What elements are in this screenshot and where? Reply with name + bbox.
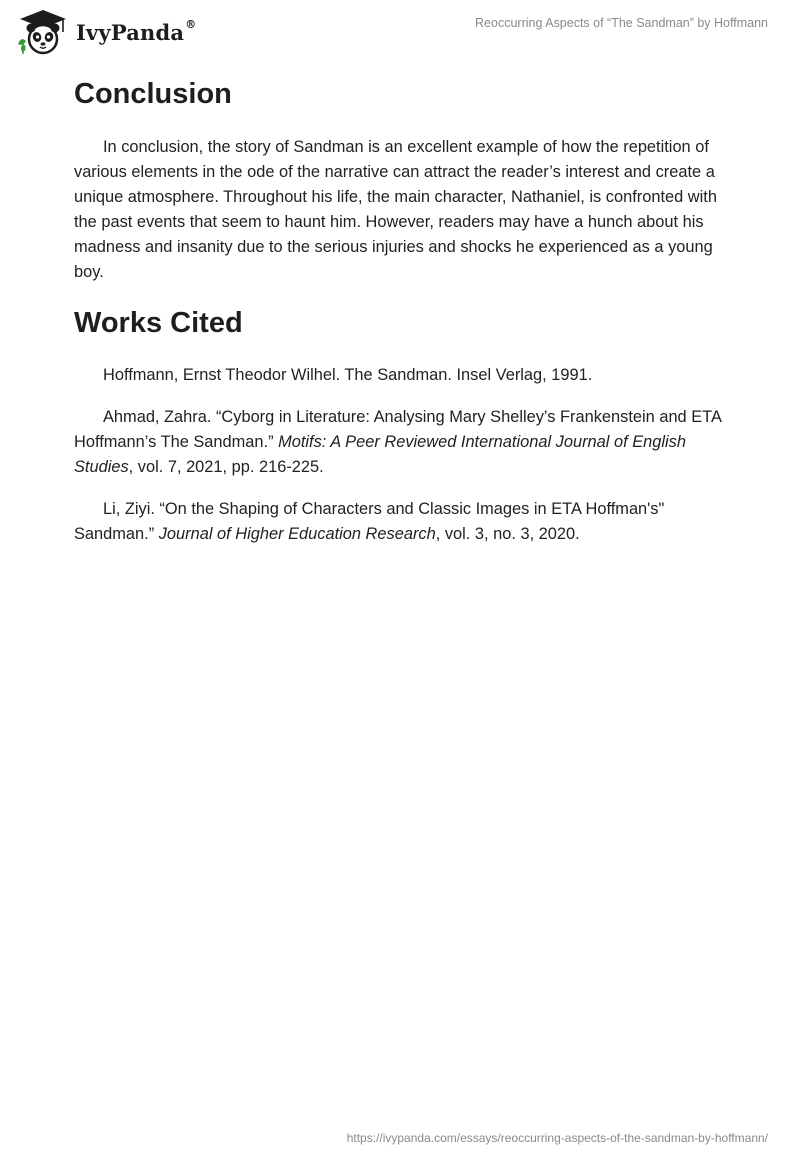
panda-graduate-icon	[14, 8, 72, 56]
works-cited-list	[74, 363, 734, 547]
logo-wordmark: IvyPanda®	[76, 17, 197, 45]
citation-entry: Li, Ziyi. “On the Shaping of Characters and Classic Images in ETA Hoffman's" Sandman.” Journal of Higher Education Research, vol. 3, no. 3, 2020.	[74, 500, 665, 543]
citation-entry: Hoffmann, Ernst Theodor Wilhel. The Sandman. Insel Verlag, 1991.	[103, 366, 593, 384]
journal-title: Journal of Higher Education Research	[158, 525, 436, 543]
conclusion-paragraph: In conclusion, the story of Sandman is an excellent example of how the repetition of various elements in the ode of the narrative can attract the reader’s interest and create a unique atmosphere. Throughout his life, the main character, Nathaniel, is confronted with the past events that seem to haunt him. However, readers may have a hunch about his madness and insanity due to the serious injuries and shocks he experienced as a young boy.	[74, 138, 717, 281]
citation-entry: Ahmad, Zahra. “Cyborg in Literature: Analysing Mary Shelley’s Frankenstein and ETA Hoffmann’s The Sandman.” Motifs: A Peer Reviewed International Journal of English Studies, vol. 7, 2021, pp. 216-225.	[74, 408, 721, 476]
source-url[interactable]: https://ivypanda.com/essays/reoccurring-aspects-of-the-sandman-by-hoffmann/	[346, 1131, 768, 1145]
registered-mark: ®	[185, 17, 197, 31]
document-title: Reoccurring Aspects of “The Sandman” by Hoffmann	[475, 16, 768, 30]
works-cited-heading: Works Cited	[74, 307, 243, 339]
ivypanda-logo[interactable]	[14, 8, 196, 56]
journal-title: Motifs: A Peer Reviewed International Journal of English Studies	[74, 433, 686, 476]
conclusion-heading: Conclusion	[74, 78, 232, 110]
document-body	[74, 70, 734, 564]
page-header	[0, 0, 800, 60]
